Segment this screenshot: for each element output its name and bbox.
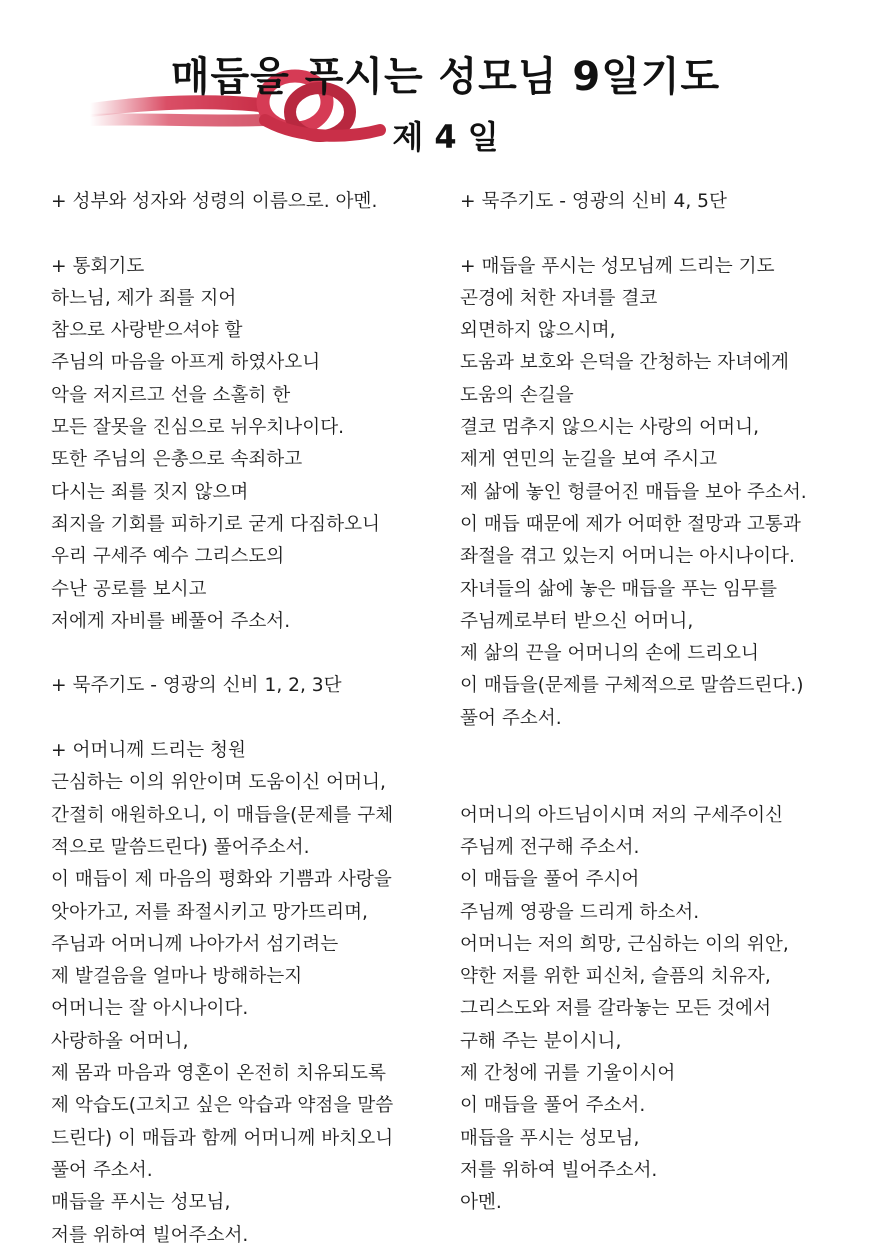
contrition-line: 하느님, 제가 죄를 지어	[51, 287, 237, 309]
petition-line: 사랑하올 어머니,	[51, 1030, 189, 1052]
petition-line: 제 몸과 마음과 영혼이 온전히 치유되도록	[51, 1063, 386, 1085]
contrition-line: 다시는 죄를 짓지 않으며	[51, 481, 249, 503]
rosary-heading: + 묵주기도 - 영광의 신비 1, 2, 3단	[51, 675, 342, 697]
petition-line: 매듭을 푸시는 성모님,	[51, 1192, 231, 1214]
petition-line: 저를 위하여 빌어주소서.	[51, 1224, 249, 1246]
contrition-line: 또한 주님의 은총으로 속죄하고	[51, 449, 303, 471]
closing-line: 매듭을 푸시는 성모님,	[460, 1127, 640, 1149]
rosary-heading: + 묵주기도 - 영광의 신비 4, 5단	[460, 191, 727, 212]
petition-line: 드린다) 이 매듭과 함께 어머니께 바치오니	[51, 1127, 394, 1149]
petition-line: 이 매듭이 제 마음의 평화와 기쁨과 사랑을	[51, 869, 392, 891]
petition-heading: + 어머니께 드리는 청원	[51, 740, 246, 762]
contrition-line: 수난 공로를 보시고	[51, 578, 207, 600]
closing-line: 구해 주는 분이시니,	[460, 1030, 622, 1052]
page-title: 매듭을 푸시는 성모님 9일기도	[170, 54, 721, 100]
petition-line: 적으로 말씀드린다) 풀어주소서.	[51, 836, 310, 858]
prayer-line: 곤경에 처한 자녀를 결코	[460, 287, 658, 309]
contrition-line: 저에게 자비를 베풀어 주소서.	[51, 610, 291, 632]
closing-line: 어머니의 아드님이시며 저의 구세주이신	[460, 804, 784, 826]
prayer-line: 제 삶에 놓인 헝클어진 매듭을 보아 주소서.	[460, 481, 807, 503]
contrition-heading: + 통회기도	[51, 255, 145, 277]
closing-line: 이 매듭을 풀어 주소서.	[460, 1095, 646, 1117]
contrition-line: 모든 잘못을 진심으로 뉘우치나이다.	[51, 417, 345, 439]
prayer-line: 풀어 주소서.	[460, 707, 562, 729]
petition-line: 제 악습도(고치고 싶은 악습과 약점을 말씀	[51, 1095, 394, 1117]
prayer-line: 도움과 보호와 은덕을 간청하는 자녀에게	[460, 352, 789, 374]
prayer-line: 주님께로부터 받으신 어머니,	[460, 610, 694, 632]
prayer-line: 좌절을 겪고 있는지 어머니는 아시나이다.	[460, 546, 795, 568]
prayer-line: 도움의 손길을	[460, 384, 574, 406]
prayer-heading: + 매듭을 푸시는 성모님께 드리는 기도	[460, 255, 775, 277]
contrition-line: 주님의 마음을 아프게 하였사오니	[51, 352, 321, 374]
contrition-line: 우리 구세주 예수 그리스도의	[51, 546, 285, 568]
day-subtitle: 제 4 일	[392, 118, 499, 156]
closing-line: 이 매듭을 풀어 주시어	[460, 869, 640, 891]
closing-line: 어머니는 저의 희망, 근심하는 이의 위안,	[460, 933, 789, 955]
petition-line: 주님과 어머니께 나아가서 섬기려는	[51, 933, 339, 955]
prayer-line: 이 매듭 때문에 제가 어떠한 절망과 고통과	[460, 513, 801, 535]
petition-line: 어머니는 잘 아시나이다.	[51, 998, 249, 1020]
closing-line: 저를 위하여 빌어주소서.	[460, 1159, 658, 1181]
contrition-line: 참으로 사랑받으셔야 할	[51, 320, 243, 342]
prayer-line: 자녀들의 삶에 놓은 매듭을 푸는 임무를	[460, 578, 777, 600]
page-header	[0, 0, 891, 175]
closing-line: 주님께 영광을 드리게 하소서.	[460, 901, 700, 923]
petition-line: 앗아가고, 저를 좌절시키고 망가뜨리며,	[51, 901, 368, 923]
prayer-line: 제게 연민의 눈길을 보여 주시고	[460, 449, 718, 471]
left-column	[51, 186, 451, 1252]
closing-line: 제 간청에 귀를 기울이시어	[460, 1063, 676, 1085]
closing-line: 그리스도와 저를 갈라놓는 모든 것에서	[460, 998, 772, 1020]
prayer-line: 외면하지 않으시며,	[460, 320, 616, 342]
prayer-line: 결코 멈추지 않으시는 사랑의 어머니,	[460, 417, 759, 439]
contrition-line: 악을 저지르고 선을 소홀히 한	[51, 384, 291, 406]
closing-line: 주님께 전구해 주소서.	[460, 836, 640, 858]
petition-line: 제 발걸음을 얼마나 방해하는지	[51, 966, 303, 988]
opening-sign-of-cross: + 성부와 성자와 성령의 이름으로. 아멘.	[51, 191, 378, 212]
petition-line: 풀어 주소서.	[51, 1159, 153, 1181]
closing-line: 아멘.	[460, 1192, 502, 1214]
prayer-line: 이 매듭을(문제를 구체적으로 말씀드린다.)	[460, 675, 804, 697]
petition-line: 근심하는 이의 위안이며 도움이신 어머니,	[51, 772, 386, 794]
contrition-line: 죄지을 기회를 피하기로 굳게 다짐하오니	[51, 513, 380, 535]
prayer-line: 제 삶의 끈을 어머니의 손에 드리오니	[460, 643, 759, 665]
right-column	[460, 186, 860, 1220]
petition-line: 간절히 애원하오니, 이 매듭을(문제를 구체	[51, 804, 394, 826]
closing-line: 약한 저를 위한 피신처, 슬픔의 치유자,	[460, 966, 771, 988]
